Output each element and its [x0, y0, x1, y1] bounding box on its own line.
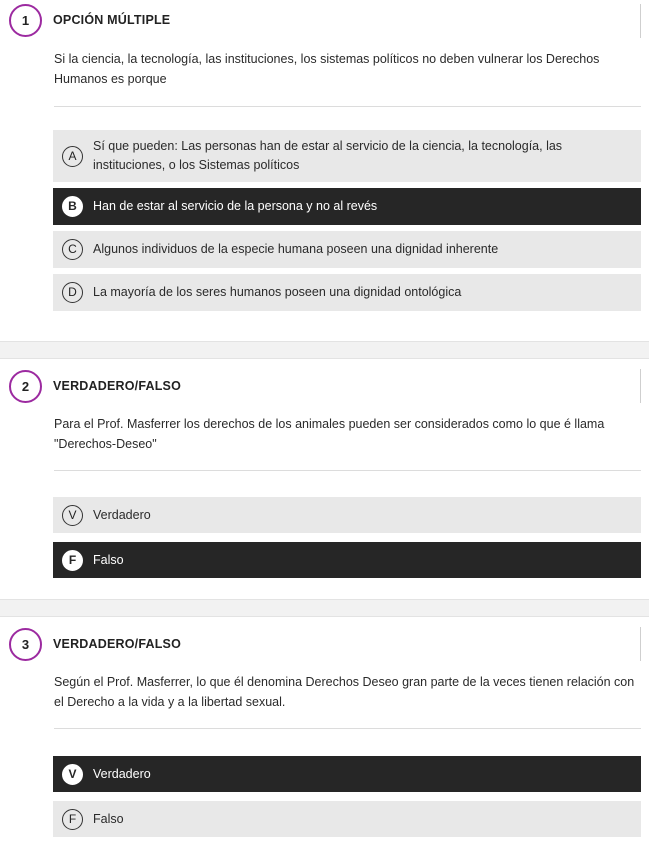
question-divider	[54, 106, 641, 107]
option-f[interactable]	[53, 542, 641, 578]
question-type: VERDADERO/FALSO	[53, 637, 182, 651]
question-header	[0, 617, 649, 663]
option-text: Han de estar al servicio de la persona y no al revés	[93, 199, 378, 213]
option-c[interactable]	[53, 231, 641, 268]
section-separator	[0, 599, 649, 617]
question-number: 2	[9, 370, 42, 403]
option-v[interactable]	[53, 756, 641, 792]
header-divider	[640, 4, 641, 38]
option-letter: D	[62, 282, 83, 303]
option-d[interactable]	[53, 274, 641, 311]
option-letter: V	[62, 505, 83, 526]
question-text: Según el Prof. Masferrer, lo que él denomina Derechos Deseo gran parte de la veces tienen relación con el Derecho a la vida y a la libertad sexual.	[54, 675, 635, 709]
question-text: Si la ciencia, la tecnología, las instituciones, los sistemas políticos no deben vulnerar los Derechos Humanos es porque	[54, 52, 600, 86]
question-3	[0, 617, 649, 847]
question-header	[0, 0, 649, 40]
question-text: Para el Prof. Masferrer los derechos de los animales pueden ser considerados como lo que é llama "Derechos-Deseo"	[54, 417, 605, 451]
option-text: Falso	[93, 552, 124, 567]
option-text: Falso	[93, 811, 124, 826]
option-text: Sí que pueden: Las personas han de estar al servicio de la ciencia, la tecnología, las instituciones, o los Sistemas políticos	[93, 139, 563, 172]
option-text: Algunos individuos de la especie humana poseen una dignidad inherente	[93, 242, 499, 256]
option-text: La mayoría de los seres humanos poseen una dignidad ontológica	[93, 285, 462, 299]
option-text: Verdadero	[93, 507, 151, 522]
question-type: OPCIÓN MÚLTIPLE	[53, 13, 171, 27]
question-1	[0, 0, 649, 341]
question-header	[0, 359, 649, 405]
question-2	[0, 359, 649, 599]
option-text: Verdadero	[93, 766, 151, 781]
question-type: VERDADERO/FALSO	[53, 379, 182, 393]
question-number: 3	[9, 628, 42, 661]
question-number: 1	[9, 4, 42, 37]
option-letter: F	[62, 809, 83, 830]
options-list	[53, 497, 641, 578]
option-letter: V	[62, 764, 83, 785]
section-separator	[0, 341, 649, 359]
header-divider	[640, 369, 641, 403]
question-divider	[54, 470, 641, 471]
option-v[interactable]	[53, 497, 641, 533]
option-b[interactable]	[53, 188, 641, 225]
option-letter: C	[62, 239, 83, 260]
option-letter: B	[62, 196, 83, 217]
option-a[interactable]	[53, 130, 641, 182]
header-divider	[640, 627, 641, 661]
option-letter: F	[62, 550, 83, 571]
options-list	[53, 130, 641, 311]
option-letter: A	[62, 146, 83, 167]
option-f[interactable]	[53, 801, 641, 837]
question-divider	[54, 728, 641, 729]
options-list	[53, 756, 641, 837]
